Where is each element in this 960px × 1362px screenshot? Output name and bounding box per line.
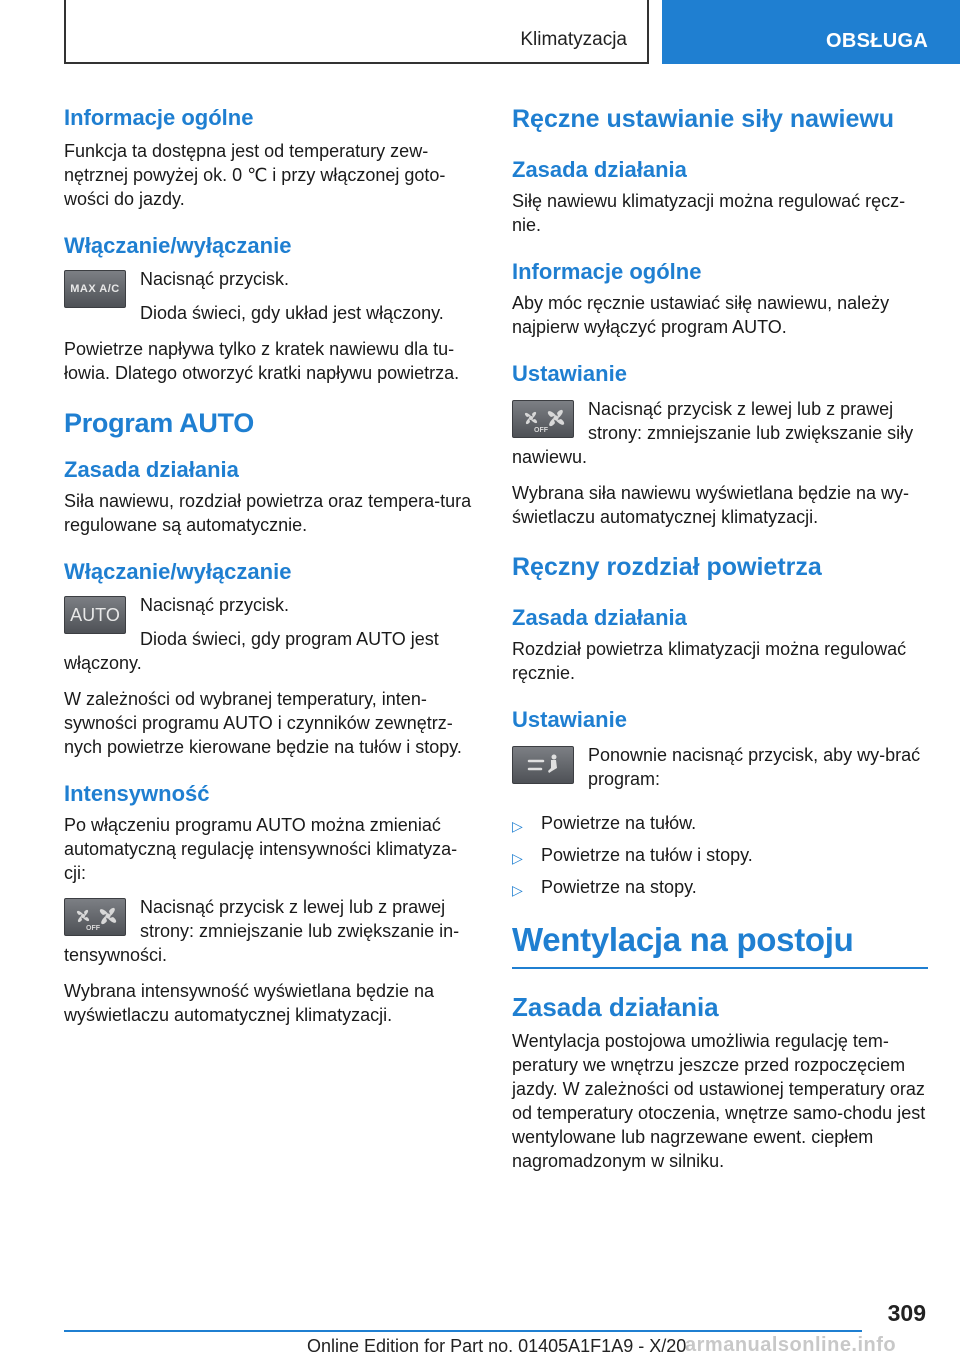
triangle-bullet-icon: ▷ bbox=[512, 850, 523, 866]
heading-on-off: Włączanie/wyłączanie bbox=[64, 233, 292, 258]
fan-button-icon bbox=[512, 400, 574, 438]
heading-principle: Zasada działania bbox=[64, 457, 239, 482]
paragraph-depends: W zależności od wybranej temperatury, inten-sywności programu AUTO i czynników zewnętrz-nych powietrze kierowane będzie na tułów i stopy. bbox=[64, 689, 462, 757]
heading-principle-parking: Zasada działania bbox=[512, 992, 719, 1022]
footer-divider bbox=[64, 1330, 862, 1332]
heading-setting-fan: Ustawianie bbox=[512, 361, 627, 386]
paragraph-air-flow: Powietrze napływa tylko z kratek nawiewu dla tu-łowia. Dlatego otworzyć kratki napływu powietrza. bbox=[64, 339, 460, 383]
paragraph-press-again: Ponownie nacisnąć przycisk, aby wy-brać program: bbox=[588, 745, 921, 789]
paragraph-fan-display: Wybrana siła nawiewu wyświetlana będzie na wy-świetlaczu automatycznej klimatyzacji. bbox=[512, 483, 910, 527]
paragraph-led-auto: Dioda świeci, gdy program AUTO jest włączony. bbox=[64, 629, 439, 673]
list-item-text: Powietrze na tułów. bbox=[541, 813, 697, 833]
triangle-bullet-icon: ▷ bbox=[512, 818, 523, 834]
auto-button-icon bbox=[64, 596, 126, 634]
air-distribution-icon bbox=[523, 753, 563, 777]
paragraph-general-info: Funkcja ta dostępna jest od temperatury zew-nętrznej powyżej ok. 0 ℃ i przy włączonej goto-wości do jazdy. bbox=[64, 141, 446, 209]
triangle-bullet-icon: ▷ bbox=[512, 882, 523, 898]
footer-edition: Online Edition for Part no. 01405A1F1A9 - X/20 bbox=[307, 1336, 687, 1356]
fan-icon bbox=[515, 404, 571, 434]
watermark: armanualsonline.info bbox=[685, 1334, 897, 1356]
heading-principle-distribution: Zasada działania bbox=[512, 605, 687, 630]
right-column bbox=[512, 100, 928, 1173]
paragraph-principle-fan: Siłę nawiewu klimatyzacji można regulować ręcz-nie. bbox=[512, 191, 906, 235]
heading-manual-fan: Ręczne ustawianie siły nawiewu bbox=[512, 105, 895, 133]
paragraph-intensity: Po włączeniu programu AUTO można zmieniać automatyczną regulację intensywności klimatyza-cji: bbox=[64, 815, 458, 883]
paragraph-general-info-fan: Aby móc ręcznie ustawiać siłę nawiewu, należy najpierw wyłączyć program AUTO. bbox=[512, 293, 890, 337]
paragraph-parking: Wentylacja postojowa umożliwia regulację tem-peratury we wnętrzu jeszcze przed rozpoczęciem jazdy. W zależności od ustawionej temperatury oraz od temperatury otoczenia, wnętrze samo-chodu jest wentylowane lub nagrzewane ewent. ciepłem nagromadzonym w silniku. bbox=[512, 1031, 926, 1171]
header-chapter-tab: OBSŁUGA bbox=[662, 0, 960, 64]
heading-intensity: Intensywność bbox=[64, 781, 210, 806]
list-item bbox=[512, 811, 928, 835]
heading-general-info: Informacje ogólne bbox=[64, 105, 254, 130]
air-distribution-button-icon bbox=[512, 746, 574, 784]
heading-auto-program: Program AUTO bbox=[64, 408, 254, 438]
paragraph-press-button: Nacisnąć przycisk. bbox=[140, 269, 290, 289]
heading-setting-distribution: Ustawianie bbox=[512, 707, 627, 732]
page-number: 309 bbox=[887, 1300, 926, 1326]
fan-icon bbox=[67, 902, 123, 932]
heading-parking-ventilation: Wentylacja na postoju bbox=[512, 921, 854, 958]
fan-intensity-button-icon bbox=[64, 898, 126, 936]
heading-general-info-fan: Informacje ogólne bbox=[512, 259, 702, 284]
left-column bbox=[64, 100, 479, 1027]
heading-principle-fan: Zasada działania bbox=[512, 157, 687, 182]
paragraph-fan-setting: Nacisnąć przycisk z lewej lub z prawej strony: zmniejszanie lub zwiększanie siły nawiewu. bbox=[512, 399, 914, 467]
paragraph-led-on: Dioda świeci, gdy układ jest włączony. bbox=[140, 303, 444, 323]
list-item bbox=[512, 875, 928, 899]
fan-off-text: OFF bbox=[86, 925, 100, 932]
header-section-title: Klimatyzacja bbox=[520, 29, 627, 50]
heading-manual-distribution: Ręczny rozdział powietrza bbox=[512, 553, 822, 581]
list-item bbox=[512, 843, 928, 867]
header-section-box bbox=[64, 0, 649, 64]
auto-label: AUTO bbox=[70, 604, 120, 625]
max-ac-button-icon bbox=[64, 270, 126, 308]
paragraph-principle-distribution: Rozdział powietrza klimatyzacji można regulować ręcznie. bbox=[512, 639, 907, 683]
paragraph-fan-intensity: Nacisnąć przycisk z lewej lub z prawej strony: zmniejszanie lub zwiększanie in-tensywności. bbox=[64, 897, 460, 965]
heading-on-off-auto: Włączanie/wyłączanie bbox=[64, 559, 292, 584]
list-item-text: Powietrze na tułów i stopy. bbox=[541, 845, 753, 865]
max-ac-label: MAX A/C bbox=[70, 283, 120, 295]
air-program-list bbox=[512, 811, 928, 899]
paragraph-press-button-auto: Nacisnąć przycisk. bbox=[140, 595, 290, 615]
paragraph-principle: Siła nawiewu, rozdział powietrza oraz tempera-tura regulowane są automatycznie. bbox=[64, 491, 472, 535]
section-divider bbox=[512, 967, 928, 969]
list-item-text: Powietrze na stopy. bbox=[541, 877, 697, 897]
fan-off-text: OFF bbox=[534, 427, 548, 434]
paragraph-intensity-display: Wybrana intensywność wyświetlana będzie na wyświetlaczu automatycznej klimatyzacji. bbox=[64, 981, 435, 1025]
